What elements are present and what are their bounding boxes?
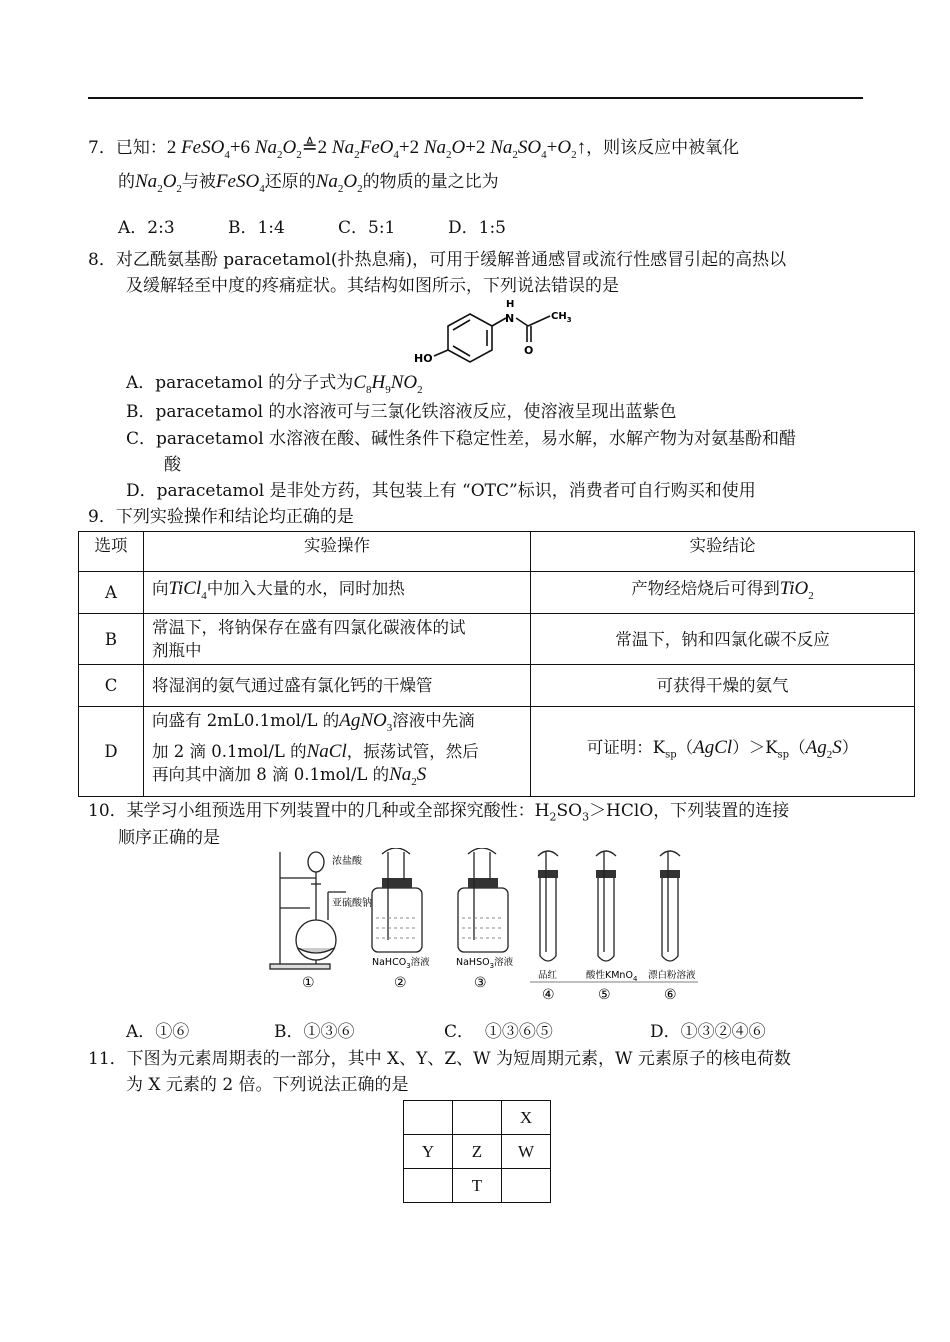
q8-line1: 8．对乙酰氨基酚 paracetamol(扑热息痛)，可用于缓解普通感冒或流行性感冒引起的高热以 xyxy=(88,250,787,270)
q7-line1: 7．已知：2 FeSO$_4$+6 $Na_2O_2≜2$ $Na_2FeO_4+2$ $Na_2O+2$ $Na_2SO_4+O_2↑$，则该反应中被氧化 xyxy=(88,137,740,161)
num-1: ① xyxy=(302,975,315,991)
q10-line2: 顺序正确的是 xyxy=(118,828,220,848)
row-b-operation: 常温下，将钠保存在盛有四氯化碳液体的试 剂瓶中 xyxy=(144,614,531,665)
q8-option-b: B．paracetamol 的水溶液可与三氯化铁溶液反应，使溶液呈现出蓝紫色 xyxy=(126,402,677,422)
struct-ho: HO xyxy=(414,352,433,365)
tube-6 xyxy=(662,876,678,961)
label-hcl: 浓盐酸 xyxy=(332,856,362,867)
table-row xyxy=(79,614,915,665)
q8-line2: 及缓解轻至中度的疼痛症状。其结构如图所示，下列说法错误的是 xyxy=(126,276,619,296)
header-operation: 实验操作 xyxy=(144,532,531,572)
table-row xyxy=(404,1101,551,1135)
pt-cell xyxy=(502,1169,551,1203)
table-row xyxy=(404,1169,551,1203)
pt-cell-x: X xyxy=(502,1101,551,1135)
pt-cell-t: T xyxy=(453,1169,502,1203)
num-6: ⑥ xyxy=(664,987,677,1003)
num-4: ④ xyxy=(542,987,555,1003)
q9-stem: 9．下列实验操作和结论均正确的是 xyxy=(88,507,354,527)
label-pinhong: 品红 xyxy=(538,970,558,981)
table-row xyxy=(404,1135,551,1169)
q10-option-b: B．①③⑥ xyxy=(274,1022,355,1042)
label-kmno4: 酸性KMnO$_4$ xyxy=(586,970,638,983)
row-d-conclusion: 可证明：$K_{sp}(AgCl)>K_{sp}(Ag_2S)$ xyxy=(531,707,915,797)
q10-option-a: A．①⑥ xyxy=(126,1022,190,1042)
q8-option-d: D．paracetamol 是非处方药，其包装上有 “OTC”标识，消费者可自行购买和使用 xyxy=(126,481,756,501)
table-row xyxy=(79,707,915,797)
q7-option-d: D．1:5 xyxy=(448,218,506,238)
pt-cell xyxy=(453,1101,502,1135)
table-row xyxy=(79,572,915,614)
pt-cell xyxy=(404,1169,453,1203)
periodic-table-fragment xyxy=(403,1100,551,1203)
tube-4 xyxy=(540,876,556,961)
round-flask xyxy=(296,920,336,960)
pt-cell-z: Z xyxy=(453,1135,502,1169)
q7-option-c: C．5:1 xyxy=(338,218,396,238)
table-row xyxy=(79,665,915,707)
q7-option-b: B．1:4 xyxy=(228,218,285,238)
struct-n: N xyxy=(505,312,515,325)
row-c-operation: 将湿润的氨气通过盛有氯化钙的干燥管 xyxy=(144,665,531,707)
apparatus-figure xyxy=(268,848,720,1008)
q10-line1: 10．某学习小组预选用下列装置中的几种或全部探究酸性：$H_2SO_3>HClO$，下列装置的连接 xyxy=(88,801,790,824)
header-rule xyxy=(88,97,863,99)
label-nahso3: NaHSO$_3$溶液 xyxy=(456,957,514,970)
benzene-ring xyxy=(448,314,492,362)
pt-cell-y: Y xyxy=(404,1135,453,1169)
label-nahco3: NaHCO$_3$溶液 xyxy=(372,957,430,970)
q11-line2: 为 X 元素的 2 倍。下列说法正确的是 xyxy=(126,1075,409,1095)
tube-5 xyxy=(598,876,614,961)
row-a-conclusion: 产物经焙烧后可得到TiO$_2$ xyxy=(531,572,915,614)
num-2: ② xyxy=(394,975,407,991)
row-b-conclusion: 常温下，钠和四氯化碳不反应 xyxy=(531,614,915,665)
stand-base xyxy=(270,964,330,969)
q11-line1: 11．下图为元素周期表的一部分，其中 X、Y、Z、W 为短周期元素，W 元素原子的核电荷数 xyxy=(88,1049,791,1069)
paracetamol-structure xyxy=(410,296,590,366)
struct-o: O xyxy=(524,344,534,357)
q10-option-c: C． ①③⑥⑤ xyxy=(444,1022,553,1042)
row-c-conclusion: 可获得干燥的氨气 xyxy=(531,665,915,707)
row-d-operation: 向盛有 2mL0.1mol/L 的AgNO$_3$溶液中先滴 加 2 滴 0.1mol/L 的NaCl，振荡试管，然后 再向其中滴加 8 滴 0.1mol/L 的$Na_2S$ xyxy=(144,707,531,797)
q7-options xyxy=(118,216,506,240)
num-3: ③ xyxy=(474,975,487,991)
row-c-option: C xyxy=(79,665,144,707)
row-d-option: D xyxy=(79,707,144,797)
struct-ch3: $CH_3$ xyxy=(551,311,572,324)
bottle-3 xyxy=(458,888,508,952)
row-a-option: A xyxy=(79,572,144,614)
q8-option-a: A．paracetamol 的分子式为$C_8H_9NO_2$ xyxy=(126,372,423,396)
pt-cell xyxy=(404,1101,453,1135)
q8-option-c: C．paracetamol 水溶液在酸、碱性条件下稳定性差，易水解，水解产物为对氨基酚和醋 xyxy=(126,429,797,449)
q7-line2: 的$Na_2O_2$与被FeSO$_4$还原的$Na_2O_2$的物质的量之比为 xyxy=(118,171,499,195)
row-b-option: B xyxy=(79,614,144,665)
separatory-funnel xyxy=(308,852,324,872)
table-header-row xyxy=(79,532,915,572)
q7-option-a: A．2:3 xyxy=(118,218,175,238)
label-bleach: 漂白粉溶液 xyxy=(648,970,696,981)
bottle-2 xyxy=(372,888,422,952)
row-a-operation: 向TiCl$_4$中加入大量的水，同时加热 xyxy=(144,572,531,614)
q8-option-c-cont: 酸 xyxy=(164,455,181,475)
q10-options xyxy=(126,1020,766,1044)
struct-h: H xyxy=(506,299,515,310)
header-option: 选项 xyxy=(79,532,144,572)
pt-cell-w: W xyxy=(502,1135,551,1169)
num-5: ⑤ xyxy=(598,987,611,1003)
header-conclusion: 实验结论 xyxy=(531,532,915,572)
label-na2so3: 亚硫酸钠 xyxy=(332,898,372,909)
q10-option-d: D．①③②④⑥ xyxy=(650,1022,766,1042)
experiment-table xyxy=(78,531,915,797)
